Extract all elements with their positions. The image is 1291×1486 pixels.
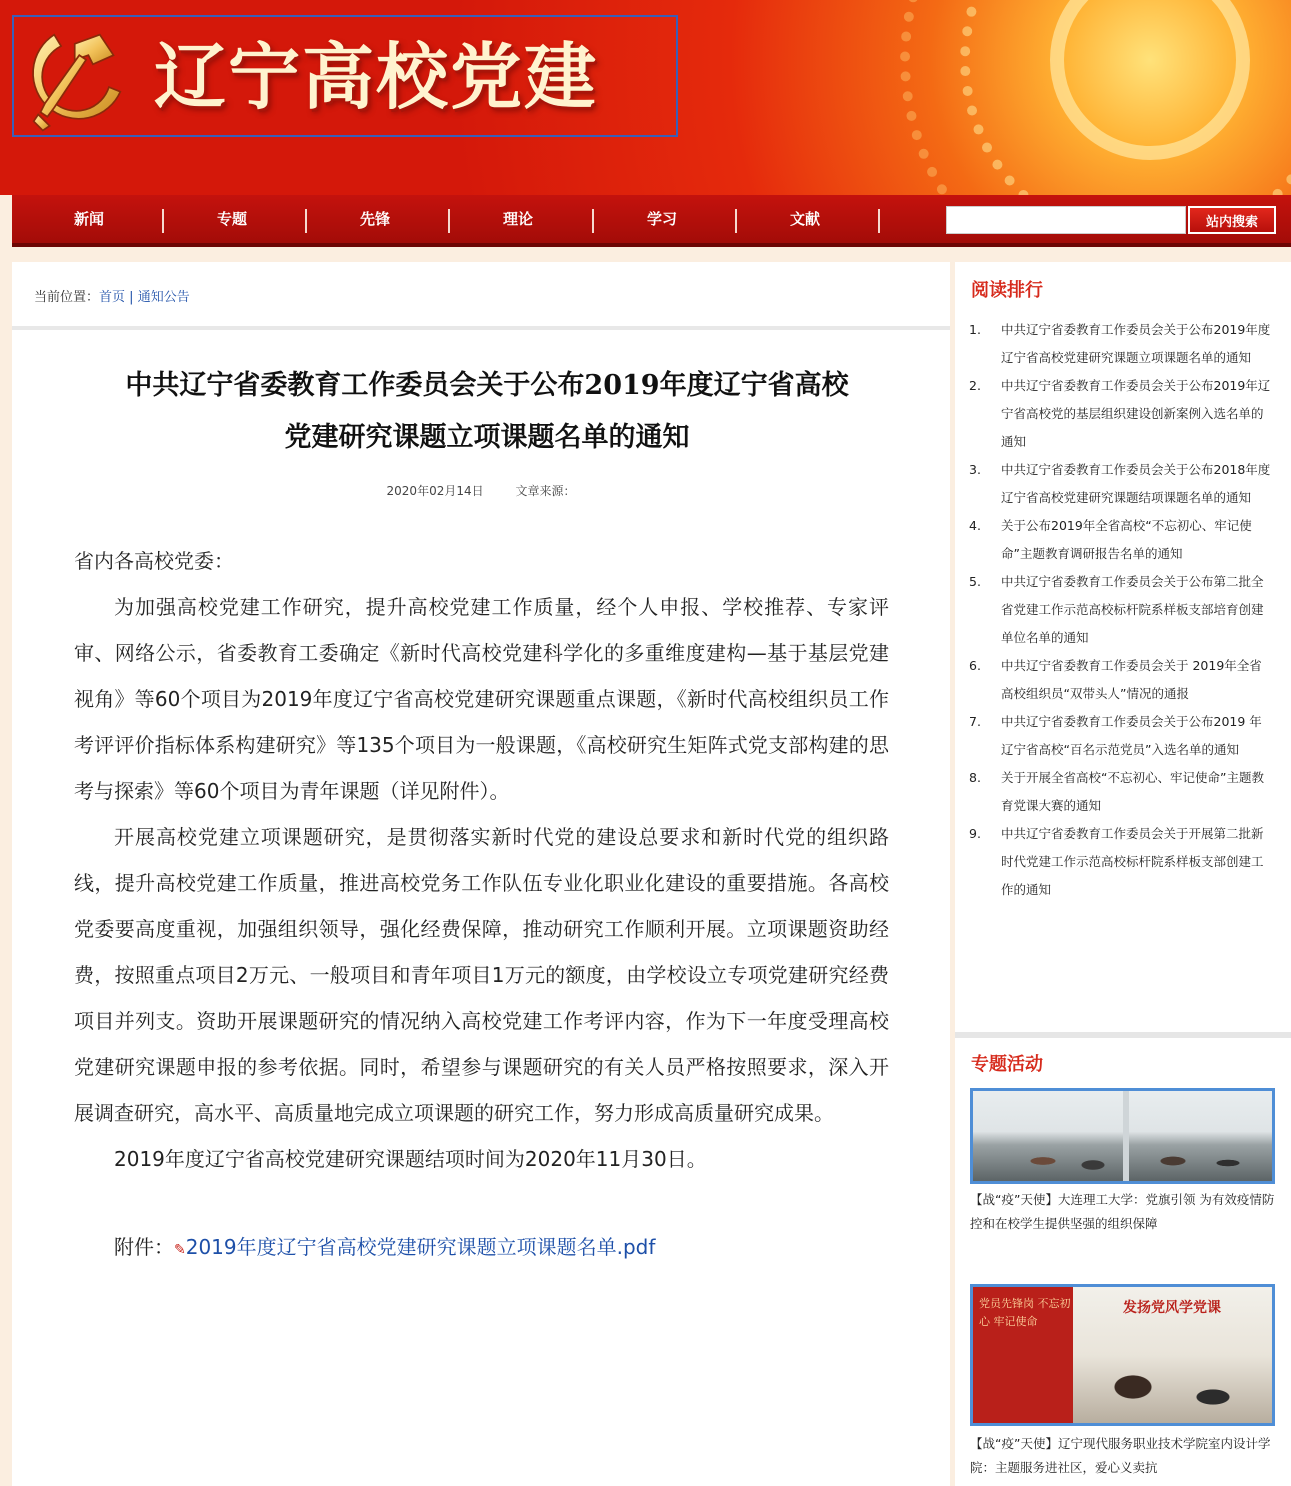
search-button[interactable]: 站内搜索 [1188,206,1276,234]
ranking-link[interactable]: 中共辽宁省委教育工作委员会关于公布2019年度辽宁省高校党建研究课题立项课题名单的通知 [1001,322,1271,365]
article-salutation: 省内各高校党委： [74,549,234,573]
nav-item-study[interactable]: 学习 [646,210,677,228]
ranking-link[interactable]: 中共辽宁省委教育工作委员会关于 2019年全省高校组织员“双带头人”情况的通报 [1001,658,1262,701]
photo-banner-text: 党员先锋岗 不忘初心 牢记使命 [979,1297,1071,1328]
ranking-item[interactable] [969,820,1274,904]
ranking-number: 1. [969,322,981,337]
breadcrumb-prefix: 当前位置： [34,290,100,305]
activity-photo[interactable] [970,1088,1275,1184]
ranking-number: 6. [969,658,981,673]
divider [955,1032,1291,1038]
ranking-item[interactable] [969,708,1274,764]
attachment-label: 附件： [114,1235,174,1259]
search-input[interactable] [946,206,1186,234]
article-title-line: 中共辽宁省委教育工作委员会关于公布2019年度辽宁省高校 [125,370,849,401]
breadcrumb-home-link[interactable]: 首页 [99,290,126,305]
ranking-link[interactable]: 中共辽宁省委教育工作委员会关于开展第二批新时代党建工作示范高校标杆院系样板支部创建工作的通知 [1001,826,1264,897]
ranking-number: 4. [969,518,981,533]
nav-item-theory[interactable]: 理论 [502,210,533,228]
ranking-item[interactable] [969,372,1274,456]
nav-item-pioneer[interactable]: 先锋 [359,210,390,228]
attachment-link[interactable]: 2019年度辽宁省高校党建研究课题立项课题名单.pdf [185,1235,656,1259]
ranking-number: 7. [969,714,981,729]
ranking-number: 3. [969,462,981,477]
breadcrumb-section-link[interactable]: 通知公告 [137,290,190,305]
article-title-line: 党建研究课题立项课题名单的通知 [284,422,690,453]
article-paragraph: 2019年度辽宁省高校党建研究课题结项时间为2020年11月30日。 [114,1147,707,1171]
ranking-item[interactable] [969,512,1274,568]
article-date: 2020年02月14日 [386,484,484,498]
site-logo[interactable] [12,15,678,137]
ranking-link[interactable]: 中共辽宁省委教育工作委员会关于公布2019 年辽宁省高校“百名示范党员”入选名单的通知 [1001,714,1262,757]
nav-separator [305,209,307,233]
pdf-icon: ✎ [174,1242,186,1258]
ranking-item[interactable] [969,764,1274,820]
ranking-link[interactable]: 关于开展全省高校“不忘初心、牢记使命”主题教育党课大赛的通知 [1001,770,1264,813]
article-body [74,538,889,1273]
breadcrumb-separator: | [125,290,138,305]
divider [12,326,950,330]
ranking-number: 2. [969,378,981,393]
activity-caption-link[interactable]: 【战“疫”天使】大连理工大学：党旗引领 为有效疫情防控和在校学生提供坚强的组织保障 [970,1192,1275,1231]
ranking-link[interactable]: 中共辽宁省委教育工作委员会关于公布2018年度辽宁省高校党建研究课题结项课题名单的通知 [1001,462,1271,505]
nav-separator [878,209,880,233]
nav-separator [162,209,164,233]
site-title: 辽宁高校党建 [154,34,599,119]
article-paragraph: 为加强高校党建工作研究，提升高校党建工作质量，经个人申报、学校推荐、专家评审、网络公示，省委教育工委确定《新时代高校党建科学化的多重维度建构—基于基层党建视角》等60个项目为2019年度辽宁省高校党建研究课题重点课题，《新时代高校组织员工作考评评价指标体系构建研究》等135个项目为一般课题，《高校研究生矩阵式党支部构建的思考与探索》等60个项目为青年课题（详见附件）。 [74,595,889,803]
ranking-item[interactable] [969,456,1274,512]
activity-caption-link[interactable]: 【战“疫”天使】辽宁现代服务职业技术学院室内设计学院：主题服务进社区，爱心义卖抗 [970,1436,1271,1475]
nav-item-topics[interactable]: 专题 [216,210,247,228]
article-meta [12,482,950,499]
special-activities-title: 专题活动 [971,1054,1043,1075]
nav-item-news[interactable]: 新闻 [73,210,104,228]
breadcrumb [34,286,190,305]
ranking-link[interactable]: 中共辽宁省委教育工作委员会关于公布第二批全省党建工作示范高校标杆院系样板支部培育创建单位名单的通知 [1001,574,1264,645]
ranking-link[interactable]: 关于公布2019年全省高校“不忘初心、牢记使命”主题教育调研报告名单的通知 [1001,518,1252,561]
activity-photo[interactable] [970,1284,1275,1426]
sidebar [955,262,1291,1486]
reading-ranking-title: 阅读排行 [971,280,1043,301]
ranking-item[interactable] [969,316,1274,372]
nav-separator [448,209,450,233]
nav-separator [735,209,737,233]
ranking-number: 8. [969,770,981,785]
ranking-link[interactable]: 中共辽宁省委教育工作委员会关于公布2019年辽宁省高校党的基层组织建设创新案例入选名单的通知 [1001,378,1271,449]
reading-ranking-list [969,316,1274,904]
article-panel [12,262,950,1486]
party-emblem-icon [20,21,134,135]
photo-wall-text: 发扬党风学党课 [1123,1300,1221,1316]
ranking-number: 9. [969,826,981,841]
main-nav [12,195,1291,247]
attachment [74,1224,889,1273]
ranking-item[interactable] [969,568,1274,652]
nav-item-documents[interactable]: 文献 [789,210,820,228]
ranking-number: 5. [969,574,981,589]
article-title [72,360,902,464]
article-paragraph: 开展高校党建立项课题研究，是贯彻落实新时代党的建设总要求和新时代党的组织路线，提升高校党建工作质量，推进高校党务工作队伍专业化职业化建设的重要措施。各高校党委要高度重视，加强组织领导，强化经费保障，推动研究工作顺利开展。立项课题资助经费，按照重点项目2万元、一般项目和青年项目1万元的额度，由学校设立专项党建研究经费项目并列支。资助开展课题研究的情况纳入高校党建工作考评内容，作为下一年度受理高校党建研究课题申报的参考依据。同时，希望参与课题研究的有关人员严格按照要求，深入开展调查研究，高水平、高质量地完成立项课题的研究工作，努力形成高质量研究成果。 [74,825,889,1125]
article-source: 文章来源： [515,484,576,498]
site-banner [0,0,1291,195]
ranking-item[interactable] [969,652,1274,708]
nav-separator [592,209,594,233]
